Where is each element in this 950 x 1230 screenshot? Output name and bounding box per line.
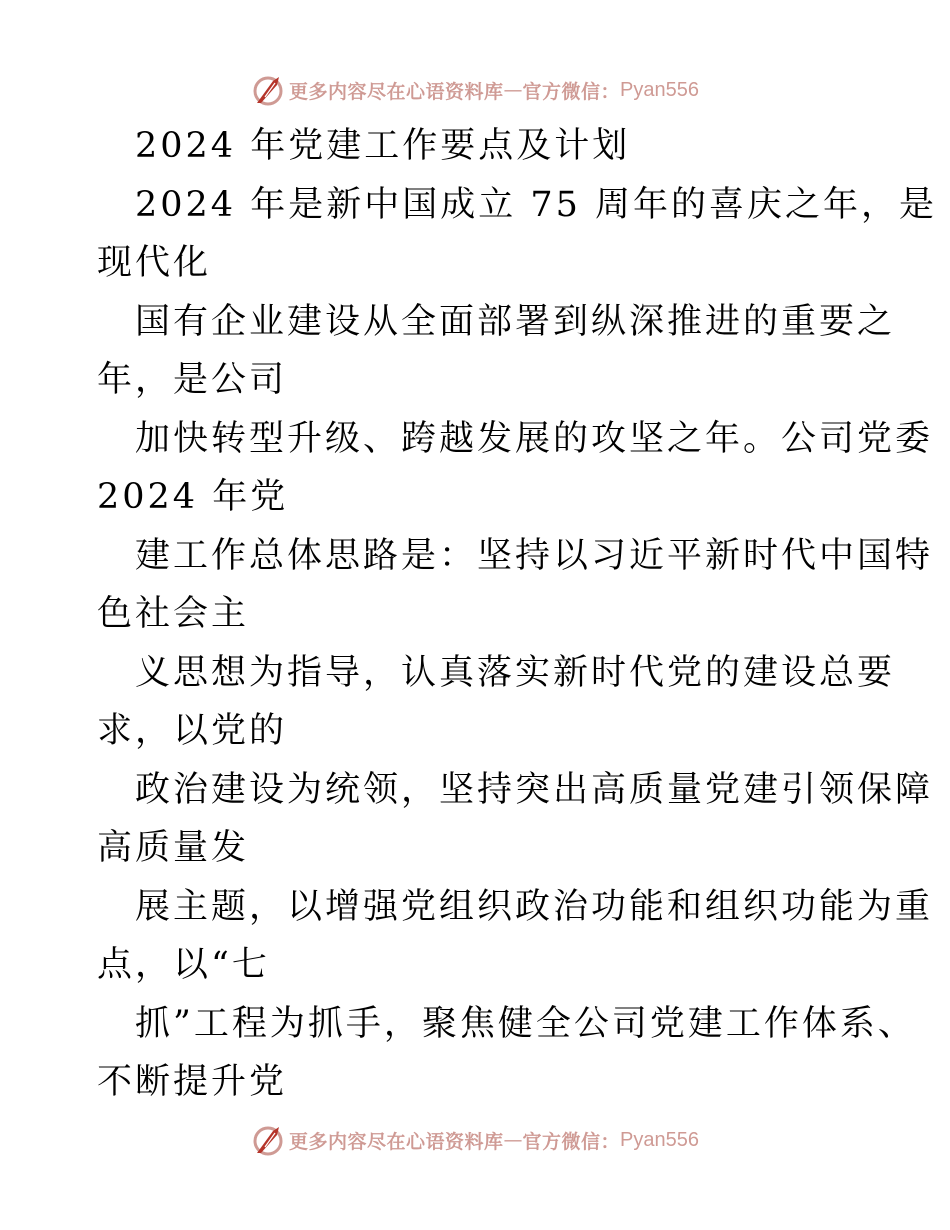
- text-line: 点，以“七: [97, 945, 270, 985]
- text-line: 现代化: [97, 243, 212, 283]
- watermark-separator: —: [503, 1129, 523, 1151]
- watermark-label: 官方微信：: [522, 1130, 621, 1153]
- quill-pen-logo-icon: [251, 73, 285, 107]
- header-watermark: [0, 70, 950, 110]
- text-line: 政治建设为统领，坚持突出高质量党建引领保障: [135, 770, 934, 810]
- text-line: 义思想为指导，认真落实新时代党的建设总要: [135, 653, 896, 693]
- footer-watermark: [0, 1120, 950, 1160]
- text-line: 2024 年党: [97, 477, 289, 517]
- text-line: 国有企业建设从全面部署到纵深推进的重要之: [135, 302, 896, 342]
- watermark-id: Pyan556: [620, 1128, 699, 1151]
- text-line: 色社会主: [97, 594, 250, 634]
- document-title: 2024 年党建工作要点及计划: [135, 126, 631, 166]
- text-line: 年，是公司: [97, 360, 288, 400]
- text-line: 加快转型升级、跨越发展的攻坚之年。公司党委: [135, 419, 934, 459]
- text-line: 抓”工程为抓手，聚焦健全公司党建工作体系、: [135, 1004, 916, 1044]
- text-line: 高质量发: [97, 828, 250, 868]
- watermark-text: 更多内容尽在心语资料库: [289, 1130, 504, 1153]
- quill-pen-logo-icon: [251, 1123, 285, 1157]
- text-line: 建工作总体思路是：坚持以习近平新时代中国特: [135, 536, 934, 576]
- text-line: 求，以党的: [97, 711, 288, 751]
- watermark-text: 更多内容尽在心语资料库: [289, 80, 504, 103]
- text-line: 不断提升党: [97, 1062, 288, 1102]
- watermark-separator: —: [503, 79, 523, 101]
- text-line: 展主题，以增强党组织政治功能和组织功能为重: [135, 887, 934, 927]
- watermark-label: 官方微信：: [522, 80, 621, 103]
- watermark-id: Pyan556: [620, 78, 699, 101]
- text-line: 2024 年是新中国成立 75 周年的喜庆之年，是: [135, 185, 937, 225]
